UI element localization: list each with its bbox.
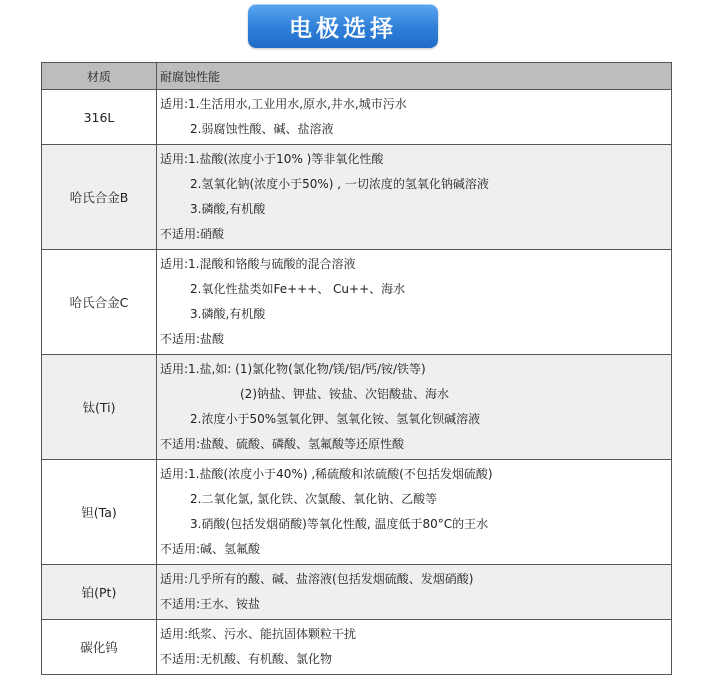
property-line: 2.弱腐蚀性酸、碱、盐溶液 [190, 122, 334, 136]
property-line: 2.浓度小于50%氢氧化钾、氢氧化铵、氢氧化钡碱溶液 [190, 412, 481, 426]
header-material: 材质 [42, 63, 157, 90]
material-cell: 钛(Ti) [42, 355, 157, 460]
property-cell [157, 145, 672, 250]
property-line: 不适用:王水、铵盐 [160, 597, 261, 611]
material-cell: 316L [42, 90, 157, 145]
table-row [42, 620, 672, 675]
table-header-row [42, 63, 672, 90]
property-line: 不适用:盐酸、硫酸、磷酸、氢氟酸等还原性酸 [160, 437, 405, 451]
property-cell [157, 355, 672, 460]
property-line: 不适用:盐酸 [160, 332, 225, 346]
material-cell: 哈氏合金B [42, 145, 157, 250]
property-line: (2)钠盐、钾盐、铵盐、次铝酸盐、海水 [240, 387, 449, 401]
material-cell: 碳化钨 [42, 620, 157, 675]
property-line: 适用:1.盐,如: (1)氯化物(氯化物/镁/铝/钙/铵/铁等) [160, 362, 426, 376]
material-cell: 哈氏合金C [42, 250, 157, 355]
material-cell: 钽(Ta) [42, 460, 157, 565]
property-line: 不适用:硝酸 [160, 227, 225, 241]
property-line: 2.氧化性盐类如Fe+++、 Cu++、海水 [190, 282, 406, 296]
property-line: 2.二氧化氯, 氯化铁、次氯酸、氧化钠、乙酸等 [190, 492, 438, 506]
header-property: 耐腐蚀性能 [157, 63, 672, 90]
table-row [42, 355, 672, 460]
property-line: 3.磷酸,有机酸 [190, 307, 266, 321]
property-line: 适用:1.盐酸(浓度小于10% )等非氧化性酸 [160, 152, 384, 166]
title-area [0, 4, 703, 52]
property-line: 适用:几乎所有的酸、碱、盐溶液(包括发烟硫酸、发烟硝酸) [160, 572, 474, 586]
table-row [42, 90, 672, 145]
property-cell [157, 90, 672, 145]
property-line: 适用:1.生活用水,工业用水,原水,井水,城市污水 [160, 97, 407, 111]
property-line: 适用:1.盐酸(浓度小于40%) ,稀硫酸和浓硫酸(不包括发烟硫酸) [160, 467, 493, 481]
electrode-table [41, 62, 672, 675]
property-cell [157, 620, 672, 675]
table-row [42, 460, 672, 565]
material-cell: 铂(Pt) [42, 565, 157, 620]
property-line: 3.硝酸(包括发烟硝酸)等氧化性酸, 温度低于80°C的王水 [190, 517, 489, 531]
table-row [42, 250, 672, 355]
property-line: 适用:1.混酸和铬酸与硫酸的混合溶液 [160, 257, 356, 271]
table-row [42, 565, 672, 620]
page-title: 电极选择 [248, 4, 438, 48]
property-line: 2.氢氧化钠(浓度小于50%) , 一切浓度的氢氧化钠碱溶液 [190, 177, 489, 191]
property-line: 3.磷酸,有机酸 [190, 202, 266, 216]
property-line: 适用:纸浆、污水、能抗固体颗粒干扰 [160, 627, 357, 641]
property-line: 不适用:碱、氢氟酸 [160, 542, 261, 556]
property-cell [157, 565, 672, 620]
property-cell [157, 460, 672, 565]
table-row [42, 145, 672, 250]
property-cell [157, 250, 672, 355]
property-line: 不适用:无机酸、有机酸、氯化物 [160, 652, 333, 666]
